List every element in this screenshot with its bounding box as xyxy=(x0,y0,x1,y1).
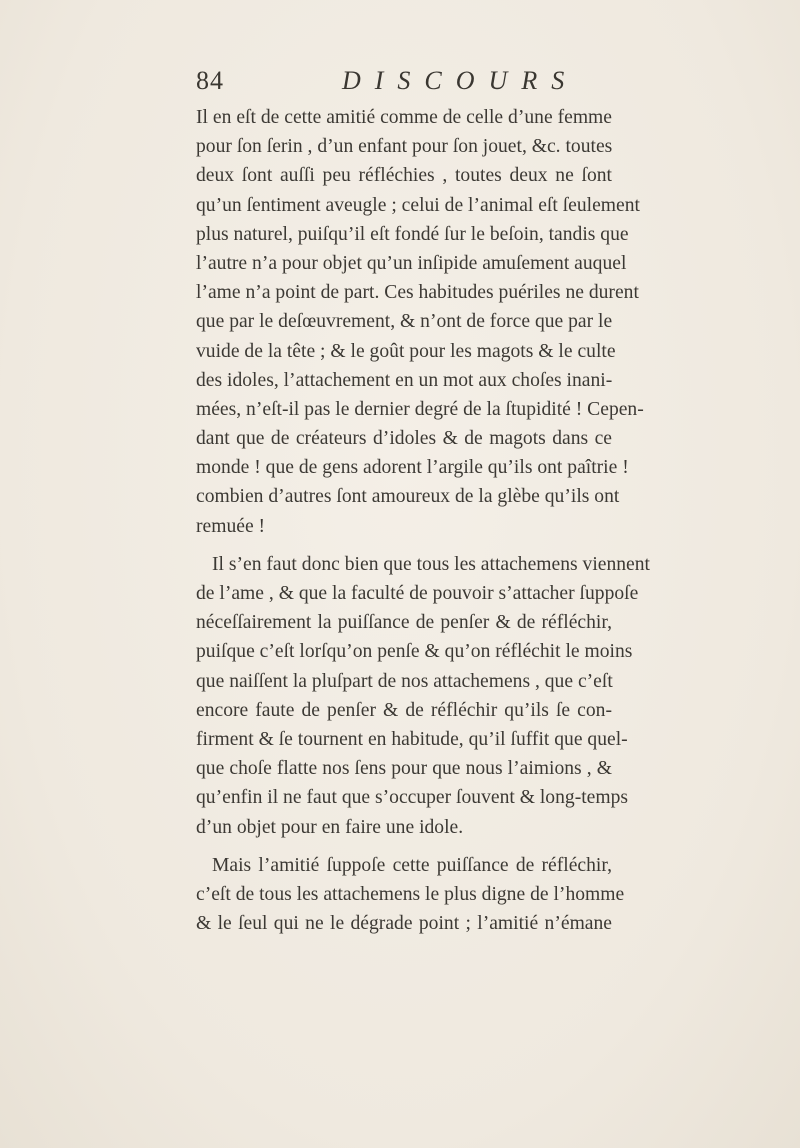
text-line: l’ame n’a point de part. Ces habitudes puériles ne durent xyxy=(196,282,639,304)
text-line: deux ſont auſſi peu réfléchies , toutes deux ne ſont xyxy=(196,165,612,187)
paragraph xyxy=(196,103,644,541)
text-line: & le ſeul qui ne le dégrade point ; l’amitié n’émane xyxy=(196,913,612,935)
text-line: plus naturel, puiſqu’il eſt fondé ſur le beſoin, tandis que xyxy=(196,223,629,245)
paragraph xyxy=(196,550,650,842)
text-line: monde ! que de gens adorent l’argile qu’ils ont paîtrie ! xyxy=(196,457,629,479)
body-text xyxy=(196,103,650,938)
text-line: remuée ! xyxy=(196,515,266,537)
text-line: Il s’en faut donc bien que tous les attachemens viennent xyxy=(212,553,650,575)
paragraph-gap xyxy=(196,541,612,550)
text-line: mées, n’eſt-il pas le dernier degré de la ſtupidité ! Cepen- xyxy=(196,398,644,420)
running-head: DISCOURS xyxy=(342,66,579,95)
text-line: qu’enfin il ne faut que s’occuper ſouvent & long-temps xyxy=(196,787,629,809)
text-line: c’eſt de tous les attachemens le plus digne de l’homme xyxy=(196,883,625,905)
text-line: des idoles, l’attachement en un mot aux choſes inani- xyxy=(196,369,613,391)
text-line: l’autre n’a pour objet qu’un inſipide amuſement auquel xyxy=(196,252,627,274)
text-line: dant que de créateurs d’idoles & de magots dans ce xyxy=(196,428,612,450)
text-line: puiſque c’eſt lorſqu’on penſe & qu’on réfléchit le moins xyxy=(196,641,633,663)
text-line: vuide de la tête ; & le goût pour les magots & le culte xyxy=(196,340,616,362)
text-line: que choſe flatte nos ſens pour que nous l’aimions , & xyxy=(196,758,612,780)
paragraph xyxy=(196,851,625,939)
page-number: 84 xyxy=(196,66,224,95)
text-line: encore faute de penſer & de réfléchir qu’ils ſe con- xyxy=(196,699,612,721)
text-line: que par le deſœuvrement, & n’ont de force que par le xyxy=(196,311,613,333)
text-line: firment & ſe tournent en habitude, qu’il ſuffit que quel- xyxy=(196,728,628,750)
text-line: Il en eſt de cette amitié comme de celle d’une femme xyxy=(196,107,612,128)
text-line: pour ſon ſerin , d’un enfant pour ſon jouet, &c. toutes xyxy=(196,136,613,158)
page-header xyxy=(196,66,596,100)
text-line: que naiſſent la pluſpart de nos attachemens , que c’eſt xyxy=(196,670,613,692)
paragraph-gap xyxy=(196,842,612,851)
text-line: qu’un ſentiment aveugle ; celui de l’animal eſt ſeulement xyxy=(196,194,640,216)
text-line: de l’ame , & que la faculté de pouvoir s’attacher ſuppoſe xyxy=(196,583,639,604)
text-line: néceſſairement la puiſſance de penſer & de réfléchir, xyxy=(196,612,612,634)
text-line: d’un objet pour en faire une idole. xyxy=(196,816,464,838)
text-line: combien d’autres ſont amoureux de la glèbe qu’ils ont xyxy=(196,486,620,508)
text-line: Mais l’amitié ſuppoſe cette puiſſance de réfléchir, xyxy=(212,854,612,876)
